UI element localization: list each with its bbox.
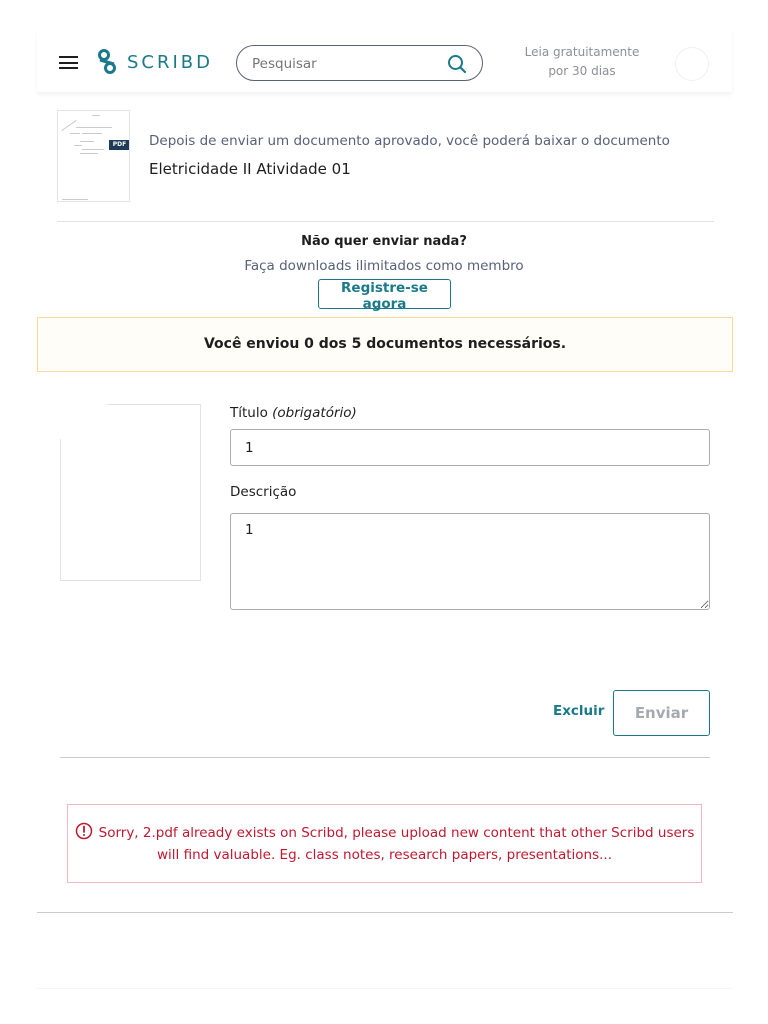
title-label: Título (obrigatório) [230, 405, 357, 421]
required-hint: (obrigatório) [272, 405, 357, 421]
upload-preview [60, 404, 201, 581]
title-input[interactable] [230, 429, 710, 466]
submit-button[interactable]: Enviar [613, 690, 710, 736]
hamburger-icon[interactable] [59, 56, 78, 69]
search-input[interactable] [252, 54, 442, 74]
scribd-logo[interactable] [96, 49, 213, 75]
error-line-2: will find valuable. Eg. class notes, research papers, presentations... [156, 847, 612, 863]
alert-circle-icon [75, 822, 93, 840]
description-input[interactable] [230, 513, 710, 610]
divider [60, 757, 710, 758]
trial-line-2: por 30 dias [548, 64, 616, 78]
document-thumbnail [57, 110, 130, 202]
footer-divider [37, 988, 733, 989]
divider [37, 912, 733, 913]
free-trial-link[interactable] [517, 43, 647, 81]
description-label: Descrição [230, 484, 297, 500]
search-icon[interactable] [446, 53, 468, 75]
logo-text: SCRIBD [127, 51, 214, 73]
divider [57, 221, 714, 222]
pdf-badge: PDF [109, 140, 130, 150]
search-box[interactable] [236, 45, 483, 81]
register-button[interactable]: Registre-se agora [318, 279, 451, 309]
scribd-logo-icon [96, 49, 118, 75]
membership-subtitle: Faça downloads ilimitados como membro [244, 258, 524, 274]
top-header [37, 30, 732, 92]
error-message [67, 804, 702, 883]
avatar[interactable] [675, 47, 709, 81]
document-title: Eletricidade II Atividade 01 [149, 160, 351, 178]
download-hint: Depois de enviar um documento aprovado, você poderá baixar o documento [149, 133, 670, 149]
delete-button[interactable]: Excluir [553, 703, 605, 719]
error-line-1: Sorry, 2.pdf already exists on Scribd, please upload new content that other Scribd users [98, 825, 695, 841]
membership-title: Não quer enviar nada? [301, 234, 467, 249]
upload-progress-notice: Você enviou 0 dos 5 documentos necessários. [37, 317, 733, 372]
trial-line-1: Leia gratuitamente [524, 45, 640, 59]
